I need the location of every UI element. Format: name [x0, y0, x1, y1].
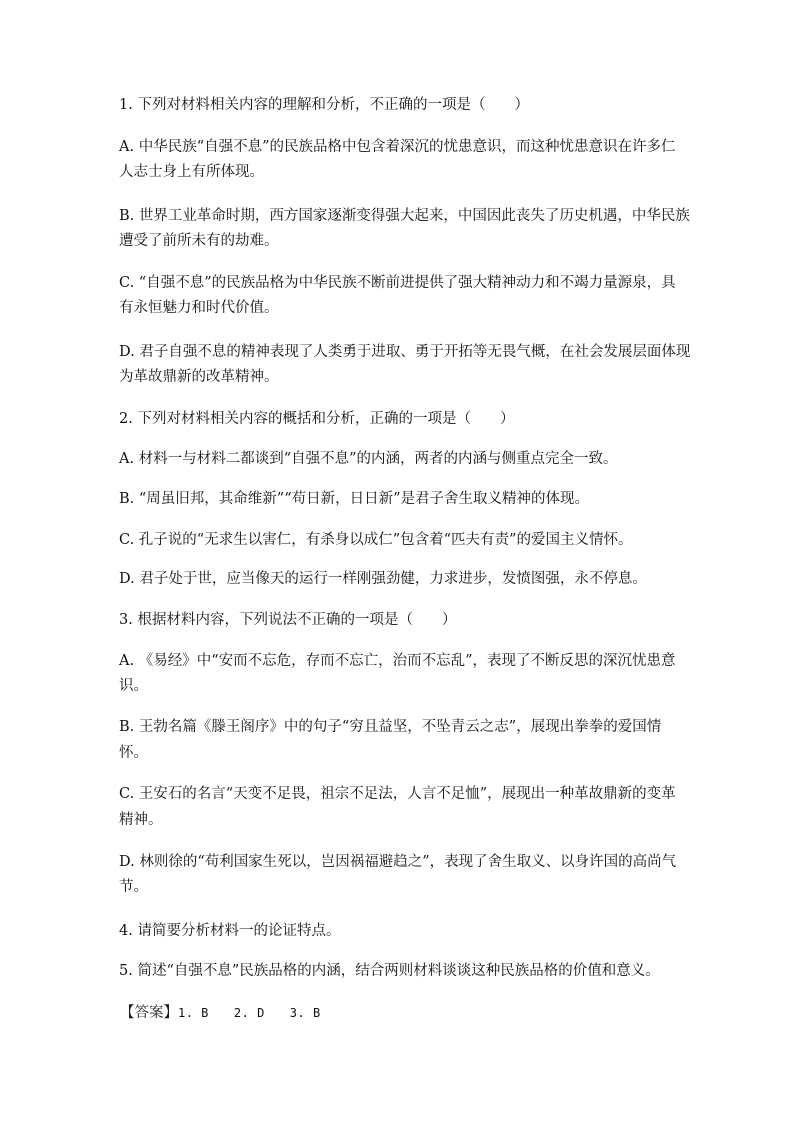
- q1-option-d-line2: 为革故鼎新的改革精神。: [119, 369, 279, 385]
- q2-option-d: D. 君子处于世，应当像天的运行一样刚强劲健，力求进步，发愤图强，永不停息。: [119, 571, 647, 587]
- q1-option-c-line2: 有永恒魅力和时代价值。: [119, 300, 279, 316]
- q3-option-d-line1: D. 林则徐的“苟利国家生死以，岂因祸福避趋之”，表现了舍生取义、以身许国的高尚气: [119, 854, 677, 870]
- q2-option-c: C. 孔子说的“无求生以害仁，有杀身以成仁”包含着“匹夫有责”的爱国主义情怀。: [119, 532, 633, 548]
- answer-tag: 【答案】: [120, 1005, 178, 1021]
- q2-option-b: B. “周虽旧邦，其命维新”“苟日新，日日新”是君子舍生取义精神的体现。: [119, 491, 590, 507]
- q1-option-d-line1: D. 君子自强不息的精神表现了人类勇于进取、勇于开拓等无畏气概，在社会发展层面体现: [119, 344, 691, 360]
- question-4: 4. 请简要分析材料一的论证特点。: [119, 923, 341, 939]
- q3-option-d-line2: 节。: [119, 879, 148, 895]
- question-2-stem: 2. 下列对材料相关内容的概括和分析，正确的一项是（ ）: [119, 411, 515, 427]
- q1-option-a-line1: A. 中华民族“自强不息”的民族品格中包含着深沉的忧患意识，而这种忧患意识在许多仁: [119, 139, 676, 155]
- q1-option-c-line1: C. “自强不息”的民族品格为中华民族不断前进提供了强大精神动力和不竭力量源泉，具: [119, 275, 676, 291]
- answer-text: 1. B 2. D 3. B: [178, 1006, 321, 1020]
- q3-option-c-line2: 精神。: [119, 812, 163, 828]
- q3-option-a-line1: A. 《易经》中“安而不忘危，存而不忘亡，治而不忘乱”，表现了不断反思的深沉忧患意: [119, 653, 676, 669]
- q2-option-a: A. 材料一与材料二都谈到“自强不息”的内涵，两者的内涵与侧重点完全一致。: [119, 451, 618, 467]
- q1-option-b-line1: B. 世界工业革命时期，西方国家逐渐变得强大起来，中国因此丧失了历史机遇，中华民族: [119, 208, 690, 224]
- answer-line: [120, 1002, 680, 1024]
- q1-option-b-line2: 遭受了前所未有的劫难。: [119, 233, 279, 249]
- q3-option-c-line1: C. 王安石的名言“天变不足畏，祖宗不足法，人言不足恤”，展现出一种革故鼎新的变革: [119, 786, 676, 802]
- question-1-stem: 1. 下列对材料相关内容的理解和分析，不正确的一项是（ ）: [119, 97, 529, 113]
- q3-option-b-line1: B. 王勃名篇《滕王阁序》中的句子“穷且益坚，不坠青云之志”，展现出拳拳的爱国情: [119, 719, 662, 735]
- question-3-stem: 3. 根据材料内容，下列说法不正确的一项是（ ）: [119, 612, 457, 628]
- q3-option-a-line2: 识。: [119, 678, 148, 694]
- q1-option-a-line2: 人志士身上有所体现。: [119, 164, 264, 180]
- question-5: 5. 简述“自强不息”民族品格的内涵，结合两则材料谈谈这种民族品格的价值和意义。: [119, 963, 660, 979]
- q3-option-b-line2: 怀。: [119, 745, 148, 761]
